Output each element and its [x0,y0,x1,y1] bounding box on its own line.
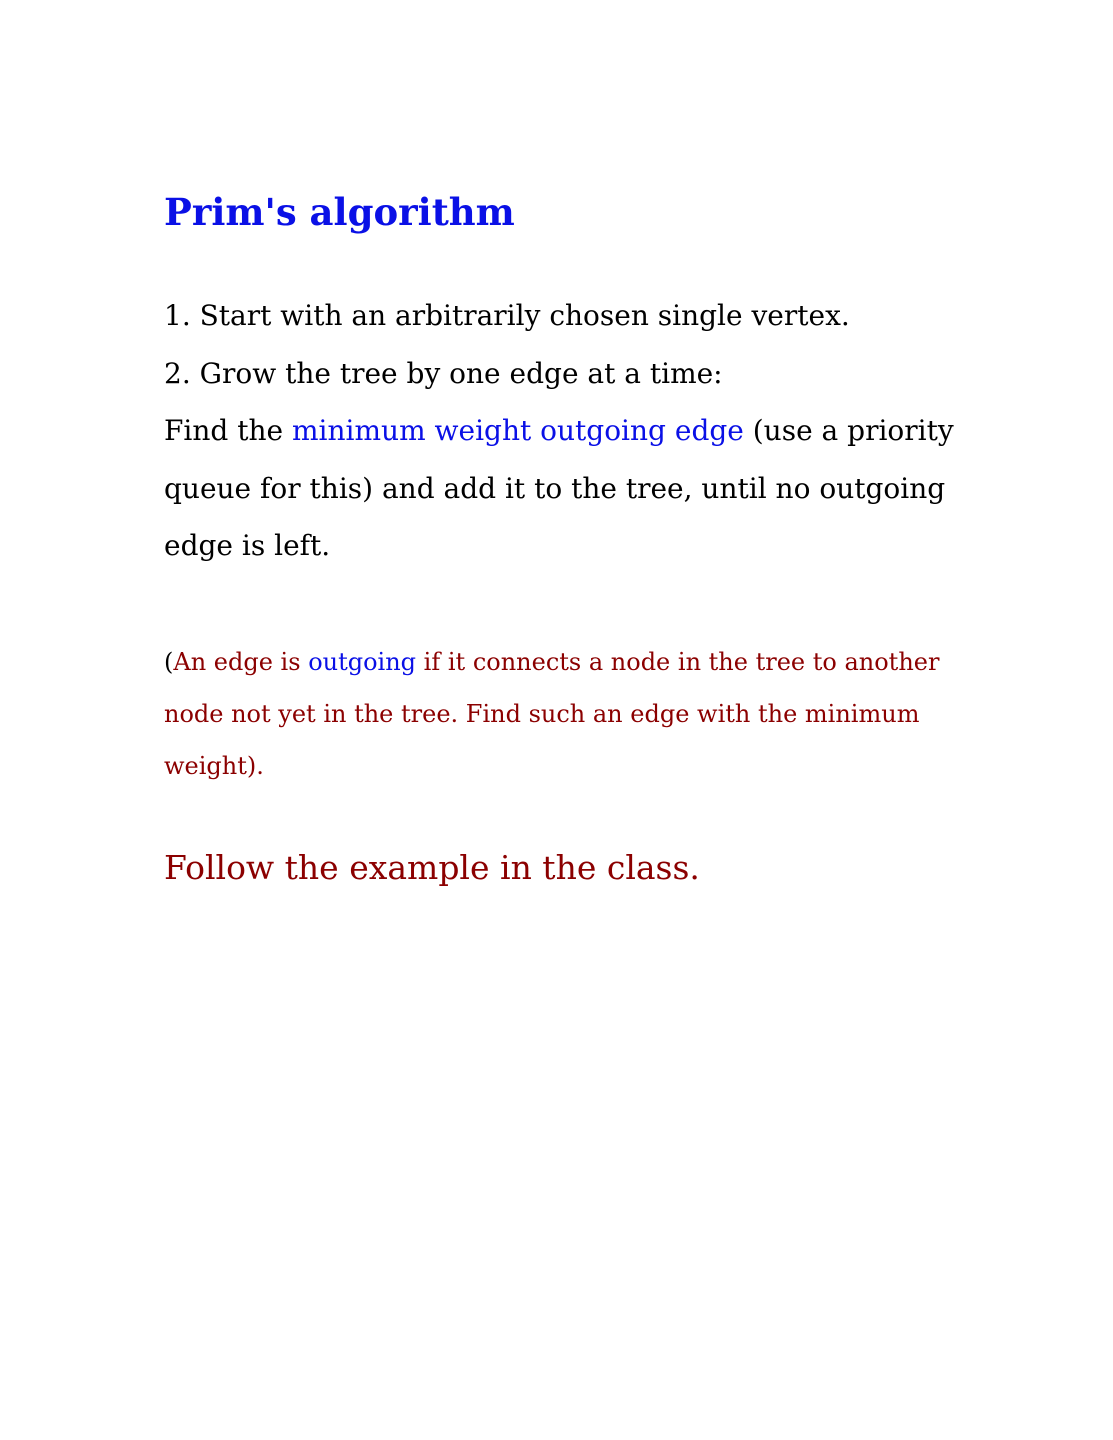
outgoing-edge-note [164,636,1034,792]
note-part-2: if it connects a node in the tree to another [416,648,940,676]
find-highlight: minimum weight outgoing edge [292,414,744,447]
step-1: 1. Start with an arbitrarily chosen single vertex. [164,299,850,332]
find-line-3: edge is left. [164,529,331,562]
step-2: 2. Grow the tree by one edge at a time: [164,356,723,390]
find-line-2: queue for this) and add it to the tree, until no outgoing [164,471,946,505]
note-line-1 [164,636,1034,688]
algorithm-steps [164,287,1024,575]
find-suffix: (use a priority [743,414,954,447]
page-title: Prim's algorithm [164,190,515,234]
note-highlight: outgoing [308,648,417,676]
note-open-paren: ( [164,648,174,676]
find-line-1 [164,402,1024,460]
find-prefix: Find the [164,414,292,447]
note-line-3: weight). [164,752,264,780]
closing-remark: Follow the example in the class. [164,848,700,887]
note-part-1: An edge is [173,648,309,676]
note-line-2: node not yet in the tree. Find such an edge with the minimum [164,700,920,728]
